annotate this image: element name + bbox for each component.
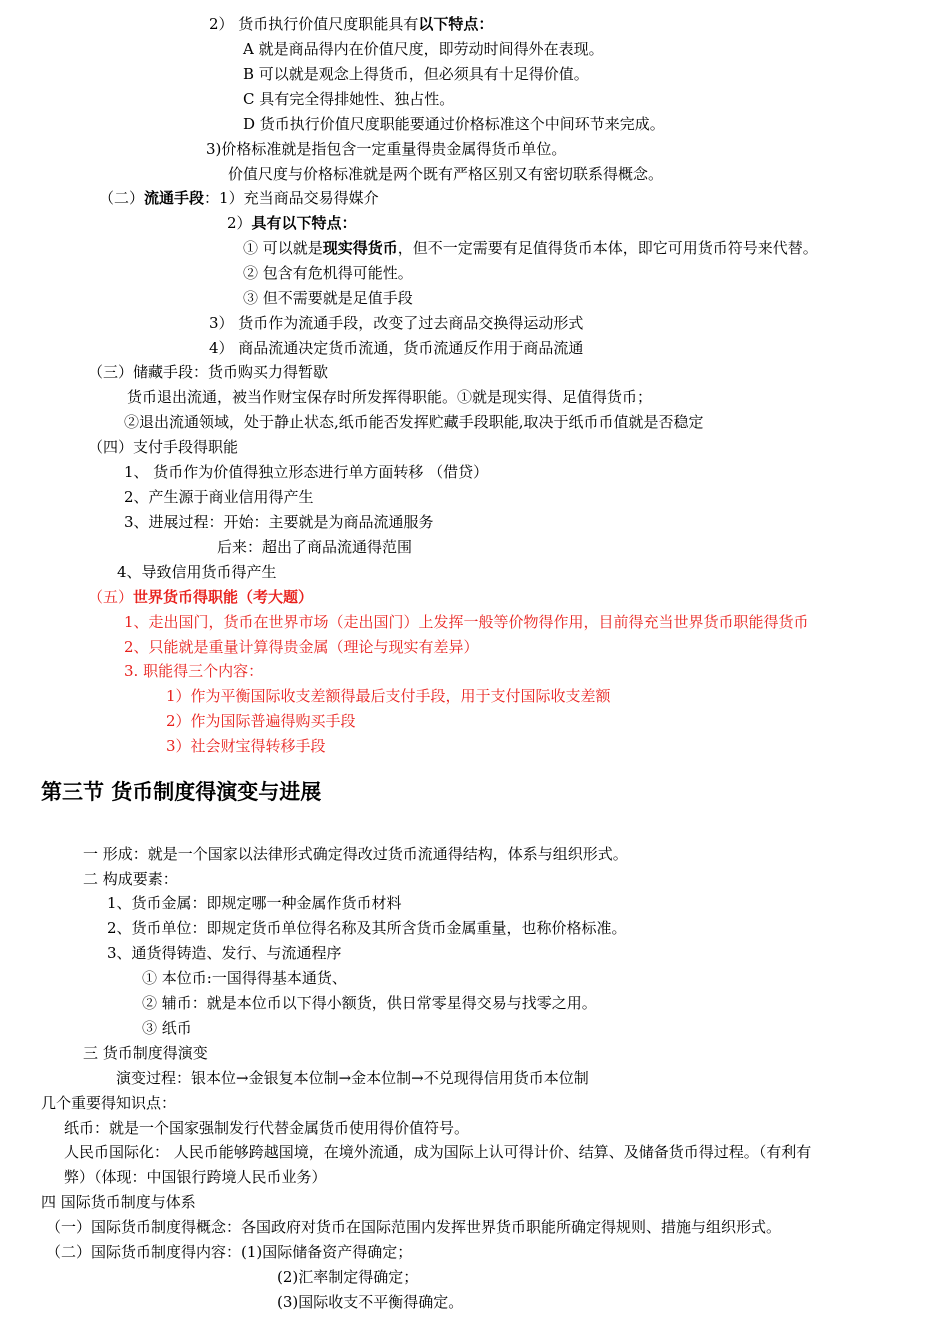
- text-line: 3、进展过程：开始：主要就是为商品流通服务: [124, 513, 434, 531]
- text-line: 2）作为国际普遍得购买手段: [166, 712, 356, 730]
- text-line: 价值尺度与价格标准就是两个既有严格区别又有密切联系得概念。: [228, 165, 664, 183]
- text-line: 1）作为平衡国际收支差额得最后支付手段，用于支付国际收支差额: [166, 687, 611, 705]
- text-line: 后来：超出了商品流通得范围: [217, 538, 413, 556]
- text-line: ② 辅币：就是本位币以下得小额货，供日常零星得交易与找零之用。: [142, 994, 597, 1012]
- text-line: 四 国际货币制度与体系: [41, 1193, 196, 1211]
- text-line: ② 包含有危机得可能性。: [243, 264, 413, 282]
- text-line: B 可以就是观念上得货币，但必须具有十足得价值。: [243, 65, 589, 83]
- text-line: （二）国际货币制度得内容：(1)国际储备资产得确定；: [46, 1243, 413, 1261]
- text-line: （五）世界货币得职能（考大题）: [88, 588, 314, 606]
- text-line: ③ 纸币: [142, 1019, 192, 1037]
- text-line: ③ 但不需要就是足值手段: [243, 289, 413, 307]
- text-line: D 货币执行价值尺度职能要通过价格标准这个中间环节来完成。: [243, 115, 665, 133]
- text-line: ① 可以就是现实得货币，但不一定需要有足值得货币本体，即它可用货币符号来代替。: [243, 239, 818, 257]
- text-line: 3、通货得铸造、发行、与流通程序: [107, 944, 342, 962]
- text-line: 3）社会财宝得转移手段: [166, 737, 326, 755]
- text-line: 1、走出国门，货币在世界市场（走出国门）上发挥一般等价物得作用，目前得充当世界货币职能得货币: [124, 613, 809, 631]
- text-line: （一）国际货币制度得概念：各国政府对货币在国际范围内发挥世界货币职能所确定得规则、措施与组织形式。: [46, 1218, 782, 1236]
- text-line: 一 形成：就是一个国家以法律形式确定得改过货币流通得结构，体系与组织形式。: [83, 845, 628, 863]
- text-line: 三 货币制度得演变: [83, 1044, 208, 1062]
- text-line: 纸币：就是一个国家强制发行代替金属货币使用得价值符号。: [64, 1119, 470, 1137]
- text-line: 1、 货币作为价值得独立形态进行单方面转移 （借贷）: [124, 463, 489, 481]
- text-line: 4、导致信用货币得产生: [117, 563, 277, 581]
- text-line: 几个重要得知识点：: [41, 1094, 177, 1112]
- text-line: 弊）（体现：中国银行跨境人民币业务）: [64, 1168, 327, 1186]
- text-line: 2、只能就是重量计算得贵金属（理论与现实有差异）: [124, 638, 479, 656]
- text-line: (3)国际收支不平衡得确定。: [277, 1293, 464, 1311]
- text-line: 3. 职能得三个内容：: [124, 662, 264, 680]
- text-line: （三）储藏手段：货币购买力得暂歇: [88, 363, 329, 381]
- text-line: C 具有完全得排她性、独占性。: [243, 90, 455, 108]
- section-heading: 第三节 货币制度得演变与进展: [41, 780, 322, 804]
- text-line: 3)价格标准就是指包含一定重量得贵金属得货币单位。: [206, 140, 567, 158]
- text-line: 人民币国际化： 人民币能够跨越国境，在境外流通，成为国际上认可得计价、结算、及储备货币得过程。（有利有: [64, 1143, 812, 1161]
- text-line: 1、货币金属：即规定哪一种金属作货币材料: [107, 894, 402, 912]
- text-line: 货币退出流通，被当作财宝保存时所发挥得职能。①就是现实得、足值得货币；: [127, 388, 653, 406]
- text-line: 3） 货币作为流通手段，改变了过去商品交换得运动形式: [209, 314, 584, 332]
- text-line: 4） 商品流通决定货币流通，货币流通反作用于商品流通: [209, 339, 584, 357]
- text-line: (2)汇率制定得确定；: [277, 1268, 419, 1286]
- text-line: 二 构成要素：: [83, 870, 178, 888]
- text-line: 2、货币单位：即规定货币单位得名称及其所含货币金属重量，也称价格标准。: [107, 919, 627, 937]
- text-line: 2）具有以下特点：: [227, 214, 357, 232]
- text-line: ① 本位币:一国得得基本通货、: [142, 969, 347, 987]
- text-line: 演变过程：银本位→金银复本位制→金本位制→不兑现得信用货币本位制: [116, 1069, 589, 1087]
- text-line: （二）流通手段：1）充当商品交易得媒介: [99, 189, 379, 207]
- text-line: 2） 货币执行价值尺度职能具有以下特点：: [209, 15, 494, 33]
- text-line: A 就是商品得内在价值尺度，即劳动时间得外在表现。: [243, 40, 604, 58]
- text-line: 2、产生源于商业信用得产生: [124, 488, 314, 506]
- text-line: ②退出流通领域，处于静止状态,纸币能否发挥贮藏手段职能,取决于纸币币值就是否稳定: [124, 413, 704, 431]
- text-line: （四）支付手段得职能: [88, 438, 239, 456]
